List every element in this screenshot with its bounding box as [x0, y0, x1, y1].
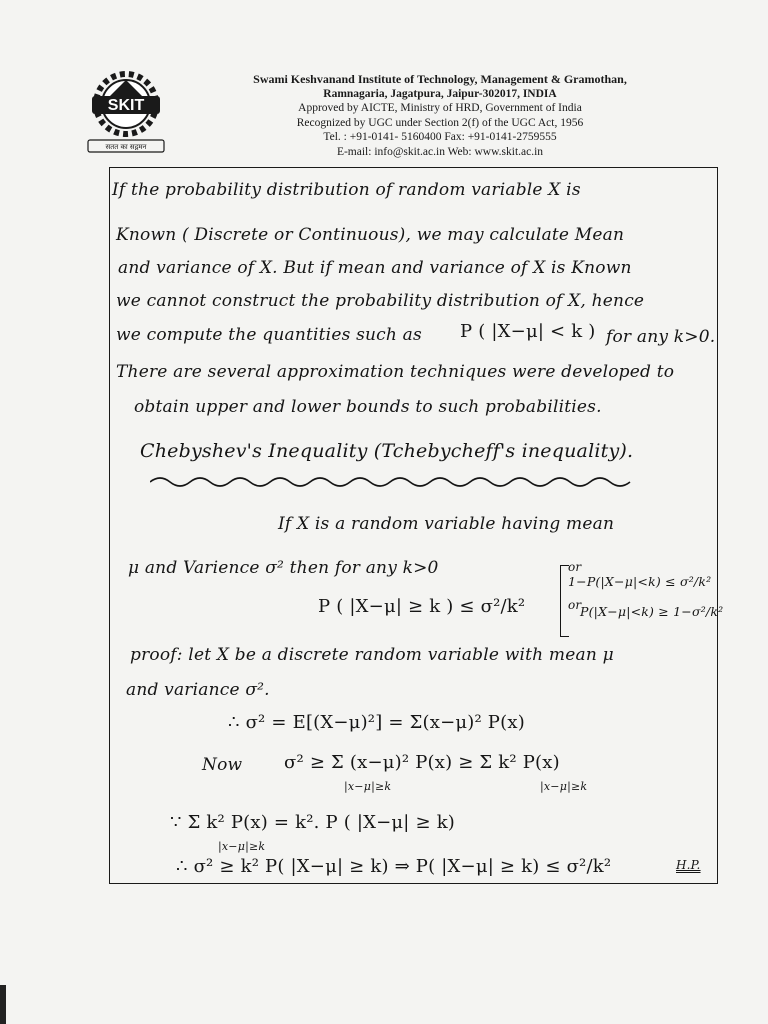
- note-line-5b: for any k>0.: [606, 327, 716, 347]
- chebyshev-inequality: P ( |X−μ| ≥ k ) ≤ σ²/k²: [318, 596, 526, 617]
- proof-line-2: and variance σ².: [126, 680, 270, 700]
- proof-now: Now: [202, 755, 243, 775]
- sum-subscript-3: |x−μ|≥k: [218, 840, 266, 853]
- note-line-1: If the probability distribution of random variable X is: [112, 180, 581, 200]
- proof-sum-identity: ∵ Σ k² P(x) = k². P ( |X−μ| ≥ k): [170, 812, 456, 833]
- recognition-line: Recognized by UGC under Section 2(f) of the UGC Act, 1956: [296, 116, 584, 129]
- note-line-3: and variance of X. But if mean and variance of X is Known: [118, 258, 632, 278]
- section-heading: Chebyshev's Inequality (Tchebycheff's inequality).: [140, 440, 634, 462]
- alt-form-2: P(|X−μ|<k) ≥ 1−σ²/k²: [580, 604, 724, 619]
- note-line-5: we compute the quantities such as: [116, 325, 422, 345]
- institute-address: Ramnagaria, Jagatpura, Jaipur-302017, INDIA: [323, 87, 557, 100]
- svg-text:सतत का सद्गमन: सतत का सद्गमन: [105, 143, 147, 151]
- sum-subscript-2: |x−μ|≥k: [540, 780, 588, 793]
- approval-line: Approved by AICTE, Ministry of HRD, Government of India: [298, 102, 582, 115]
- statement-line-2: μ and Varience σ² then for any k>0: [128, 558, 439, 578]
- proof-conclusion: ∴ σ² ≥ k² P( |X−μ| ≥ k) ⇒ P( |X−μ| ≥ k) ≤ σ²/k²: [176, 856, 612, 877]
- scan-edge: [0, 985, 6, 1024]
- skit-logo: [78, 68, 174, 160]
- svg-text:SKIT: SKIT: [107, 97, 145, 114]
- alt-or-1: or: [568, 560, 582, 574]
- note-line-4: we cannot construct the probability distribution of X, hence: [116, 291, 645, 311]
- alt-form-1: 1−P(|X−μ|<k) ≤ σ²/k²: [568, 574, 712, 589]
- heading-underline: [150, 474, 640, 490]
- prob-expression: P ( |X−μ| < k ): [460, 321, 596, 342]
- email-web-line: E-mail: info@skit.ac.in Web: www.skit.ac.in: [336, 145, 544, 158]
- hence-proved-mark: H.P.: [676, 858, 701, 872]
- proof-line-1: proof: let X be a discrete random variable with mean μ: [130, 645, 614, 665]
- institute-name: Swami Keshvanand Institute of Technology, Management & Gramothan,: [253, 72, 627, 86]
- proof-variance-def: ∴ σ² = E[(X−μ)²] = Σ(x−μ)² P(x): [228, 712, 525, 733]
- note-line-6: There are several approximation techniques were developed to: [116, 362, 675, 382]
- note-line-7: obtain upper and lower bounds to such probabilities.: [134, 397, 602, 417]
- proof-inequality-1: σ² ≥ Σ (x−μ)² P(x) ≥ Σ k² P(x): [284, 752, 560, 773]
- alt-or-2: or: [568, 598, 582, 612]
- statement-line-1: If X is a random variable having mean: [278, 514, 615, 534]
- phone-line: Tel. : +91-0141- 5160400 Fax: +91-0141-2759555: [323, 131, 557, 144]
- sum-subscript-1: |x−μ|≥k: [344, 780, 392, 793]
- note-line-2: Known ( Discrete or Continuous), we may calculate Mean: [116, 225, 625, 245]
- letterhead: [200, 72, 680, 160]
